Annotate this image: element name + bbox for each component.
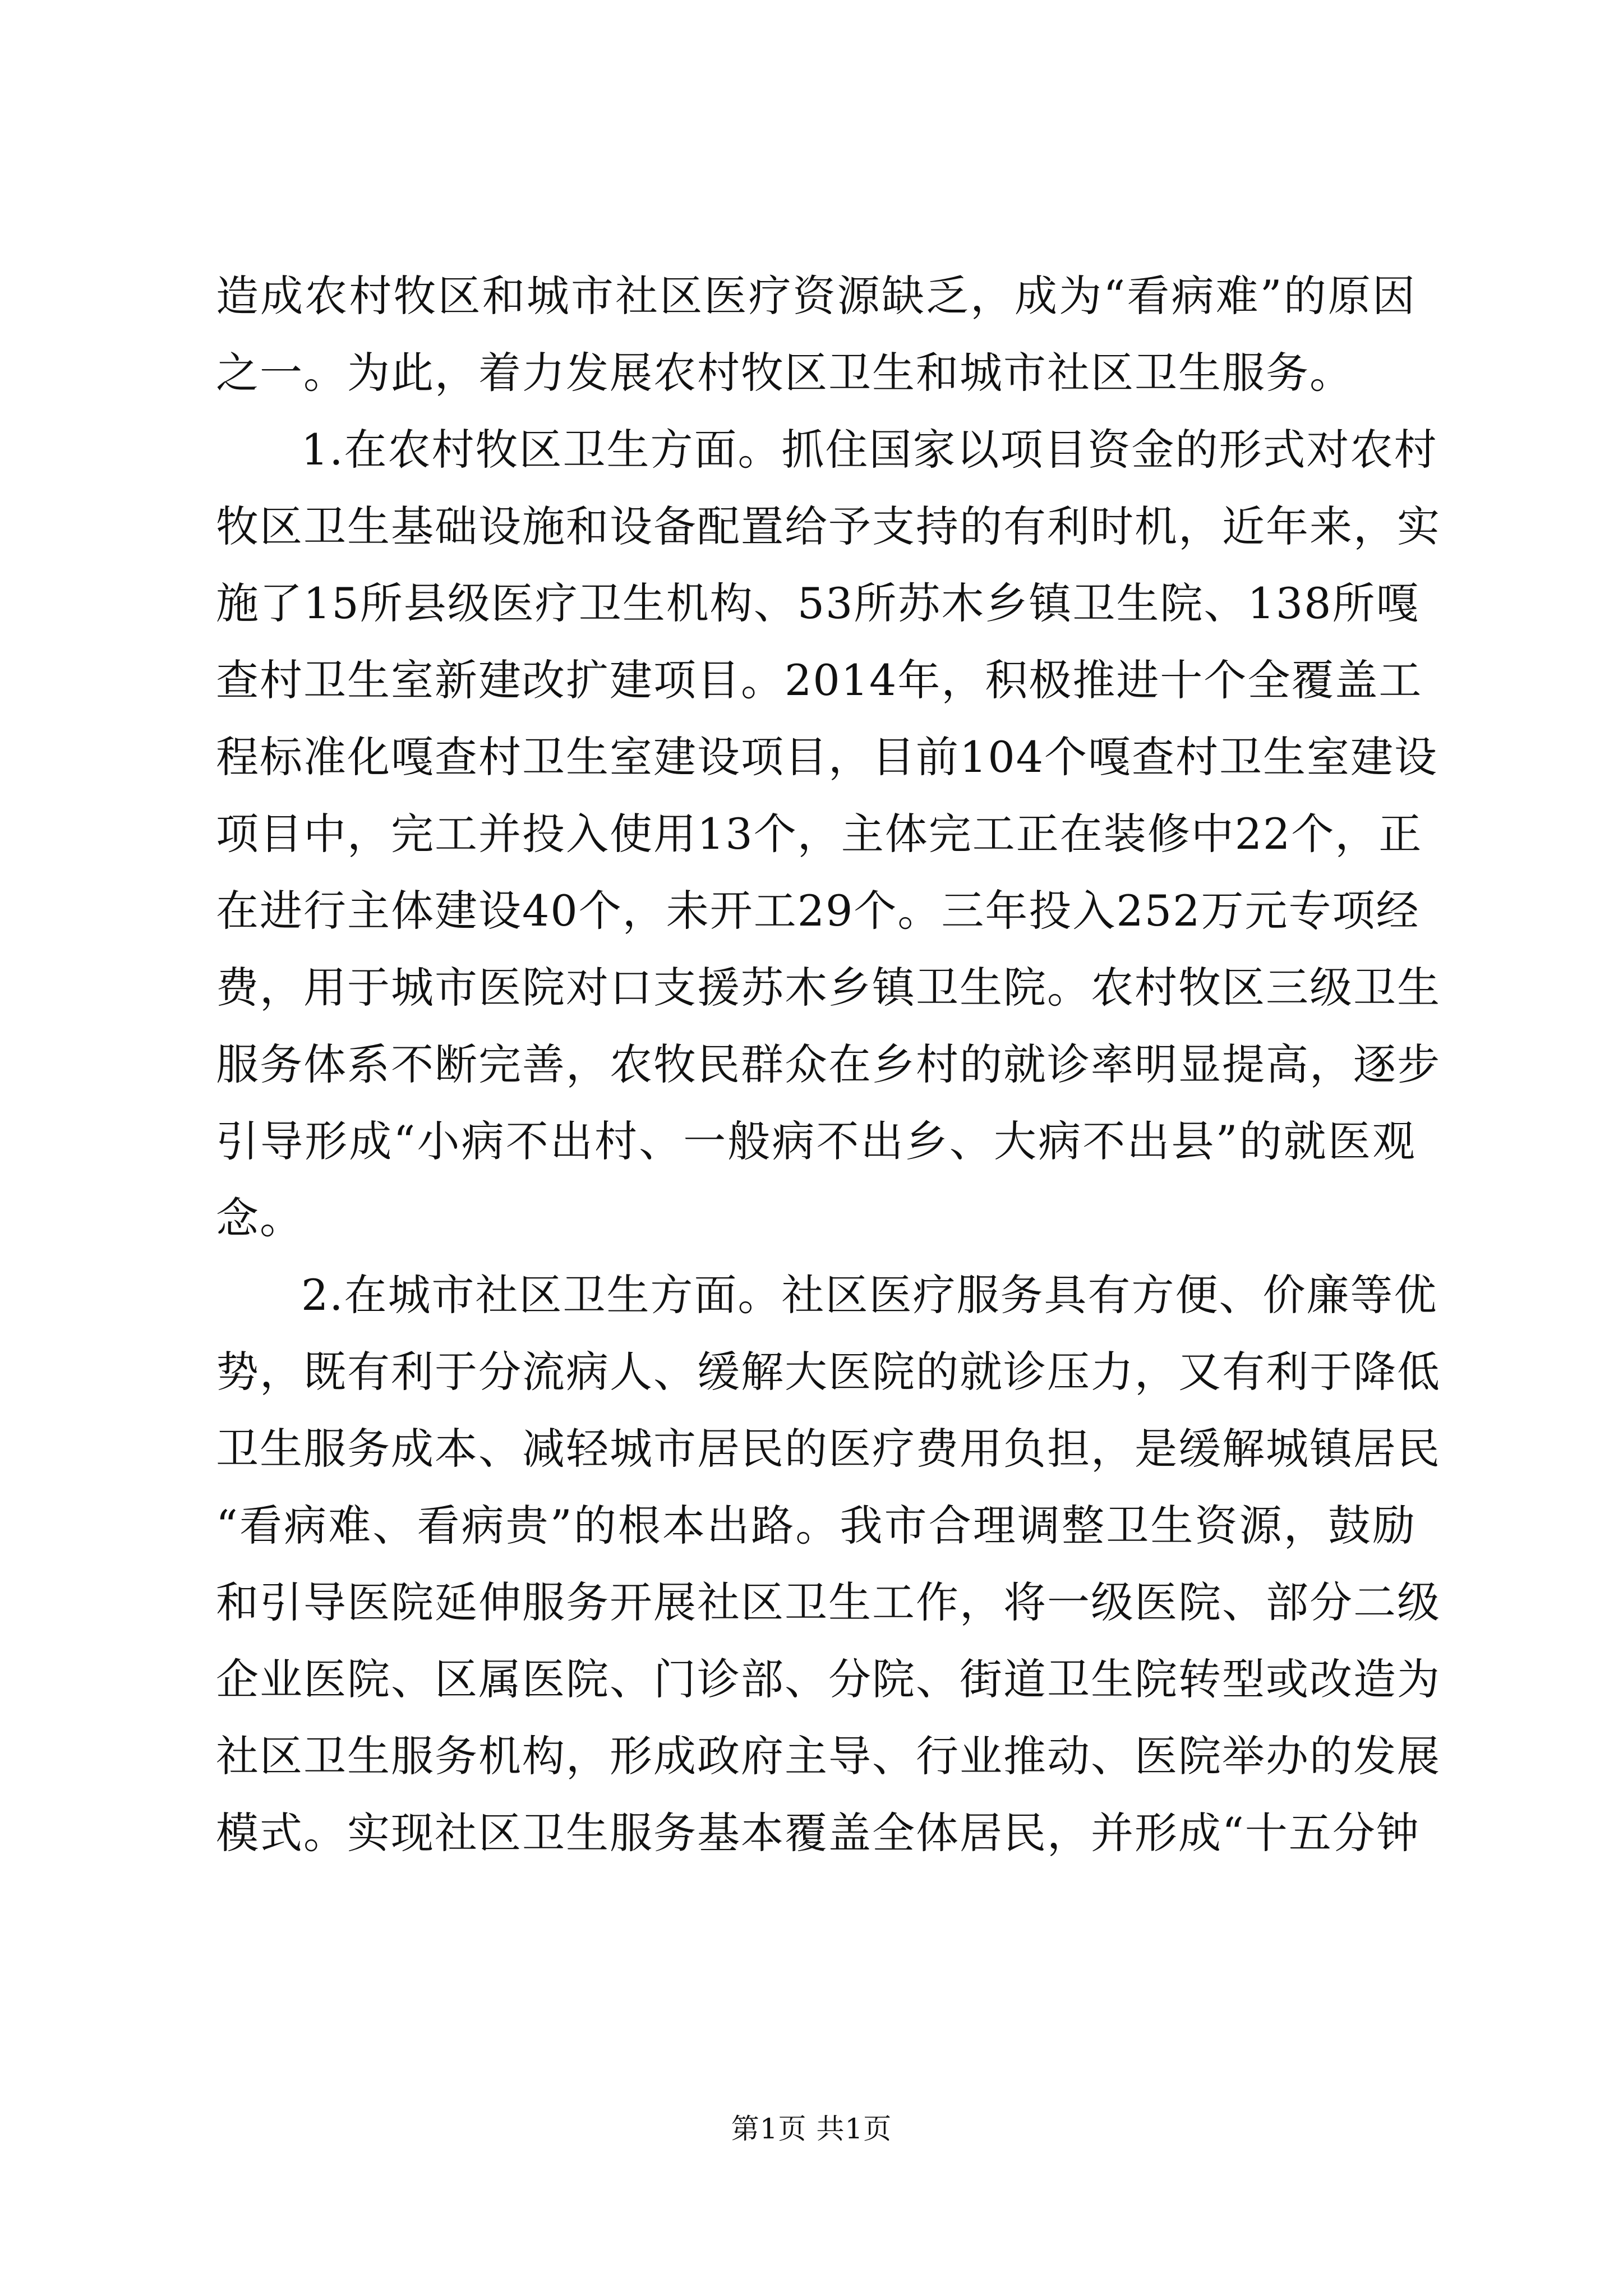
page-number-footer: 第1页 共1页 [731,2113,892,2145]
document-page: 造成农村牧区和城市社区医疗资源缺乏，成为“看病难”的原因 之一。为此，着力发展农村牧区卫生和城市社区卫生服务。 1.在农村牧区卫生方面。抓住国家以项目资金的形式对农村 牧区卫生基础设施和设备配置给予支持的有利时机，近年来，实 施了15所县级医疗卫生机构、53所苏木乡镇卫生院、138所嘎 查村卫生室新建改扩建项目。2014年，积极推进十个全覆盖工 程标准化嘎查村卫生室建设项目，目前104个嘎查村卫生室建设 项目中，完工并投入使用13个，主体完工正在装修中22个，正 在进行主体建设40个，未开工29个。三年投入252万元专项经 费，用于城市医院对口支援苏木乡镇卫生院。农村牧区三级卫生 服务体系不断完善，农牧民群众在乡村的就诊率明显提高，逐步 引导形成“小病不出村、一般病不出乡、大病不出县”的就医观 念。 2.在城市社区卫生方面。社区医疗服务具有方便、价廉等优 势，既有利于分流病人、缓解大医院的就诊压力，又有利于降低 卫生服务成本、减轻城市居民的医疗费用负担，是缓解城镇居民 “看病难、看病贵”的根本出路。我市合理调整卫生资源，鼓励 和引导医院延伸服务开展社区卫生工作，将一级医院、部分二级 企业医院、区属医院、门诊部、分院、街道卫生院转型或改造为 社区卫生服务机构，形成政府主导、行业推动、医院举办的发展 模式。实现社区卫生服务基本覆盖全体居民，并形成“十五分钟 第1页 共1页 [0,0,1623,2296]
